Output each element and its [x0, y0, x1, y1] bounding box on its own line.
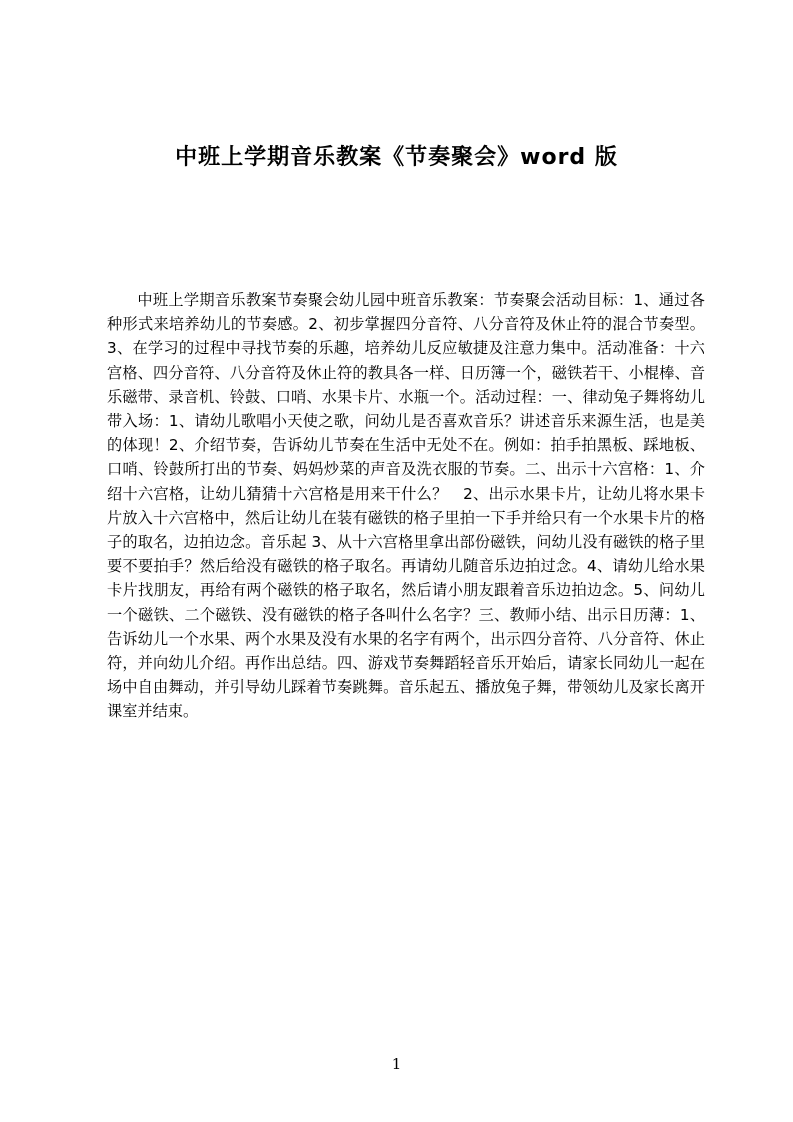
document-title: 中班上学期音乐教案《节奏聚会》word 版 — [175, 145, 618, 170]
document-body-text: 中班上学期音乐教案节奏聚会幼儿园中班音乐教案：节奏聚会活动目标：1、通过各种形式来培养幼儿的节奏感。2、初步掌握四分音符、八分音符及休止符的混合节奏型。3、在学习的过程中寻找节奏的乐趣，培养幼儿反应敏捷及注意力集中。活动准备：十六宫格、四分音符、八分音符及休止符的教具各一样、日历簿一个，磁铁若干、小棍棒、音乐磁带、录音机、铃鼓、口哨、水果卡片、水瓶一个。活动过程：一、律动兔子舞将幼儿带入场：1、请幼儿歌唱小天使之歌，问幼儿是否喜欢音乐？讲述音乐来源生活，也是美的体现！2、介绍节奏，告诉幼儿节奏在生活中无处不在。例如：拍手拍黑板、踩地板、口哨、铃鼓所打出的节奏、妈妈炒菜的声音及洗衣服的节奏。二、出示十六宫格：1、介绍十六宫格，让幼儿猜猜十六宫格是用来干什么？ 2、出示水果卡片，让幼儿将水果卡片放入十六宫格中，然后让幼儿在装有磁铁的格子里拍一下手并给只有一个水果卡片的格子的取名，边拍边念。音乐起 3、从十六宫格里拿出部份磁铁，问幼儿没有磁铁的格子里要不要拍手？然后给没有磁铁的格子取名。再请幼儿随音乐边拍过念。4、请幼儿给水果卡片找朋友，再给有两个磁铁的格子取名，然后请小朋友跟着音乐边拍边念。5、问幼儿一个磁铁、二个磁铁、没有磁铁的格子各叫什么名字？三、教师小结、出示日历薄：1、告诉幼儿一个水果、两个水果及没有水果的名字有两个，出示四分音符、八分音符、休止符，并向幼儿介绍。再作出总结。四、游戏节奏舞蹈轻音乐开始后，请家长同幼儿一起在场中自由舞动，并引导幼儿踩着节奏跳舞。音乐起五、播放兔子舞，带领幼儿及家长离开课室并结束。 — [107, 291, 705, 721]
page-number: 1 — [391, 1055, 402, 1073]
